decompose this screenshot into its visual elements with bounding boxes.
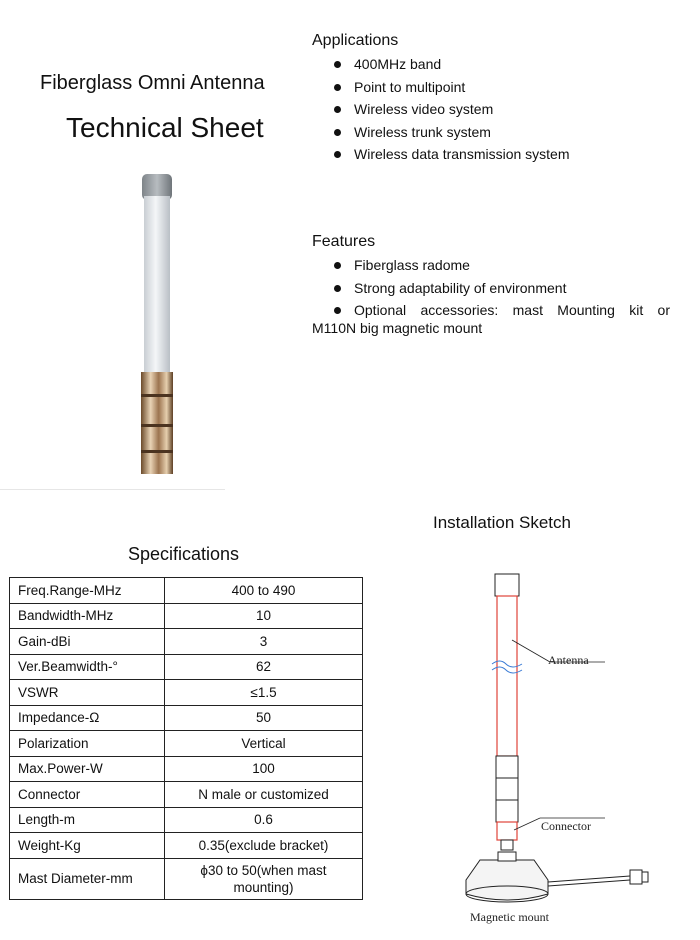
table-row xyxy=(10,629,363,655)
table-row xyxy=(10,654,363,680)
features-heading: Features xyxy=(312,233,376,250)
value-cell: 62 xyxy=(165,654,363,680)
value-cell: Vertical xyxy=(165,731,363,757)
chrome-base xyxy=(141,372,173,474)
list-item: Point to multipoint xyxy=(312,76,682,99)
sheet-title: Technical Sheet xyxy=(66,112,264,143)
radome-body xyxy=(144,196,170,374)
param-cell: Ver.Beamwidth-° xyxy=(10,654,165,680)
sketch-antenna-body xyxy=(497,596,517,756)
label-connector: Connector xyxy=(541,819,591,833)
list-item: Wireless data transmission system xyxy=(312,143,682,166)
table-row xyxy=(10,756,363,782)
value-cell: 400 to 490 xyxy=(165,578,363,604)
value-cell: 10 xyxy=(165,603,363,629)
param-cell: Length-m xyxy=(10,807,165,833)
table-row xyxy=(10,858,363,899)
specifications-title: Specifications xyxy=(128,544,240,564)
list-item: 400MHz band xyxy=(312,53,682,76)
table-row xyxy=(10,603,363,629)
product-title: Fiberglass Omni Antenna xyxy=(40,72,265,94)
value-cell: 0.6 xyxy=(165,807,363,833)
sketch-magnetic-mount xyxy=(466,860,548,900)
value-cell: ≤1.5 xyxy=(165,680,363,706)
param-cell: VSWR xyxy=(10,680,165,706)
sketch-base-section xyxy=(496,778,518,800)
table-row xyxy=(10,833,363,859)
label-antenna: Antenna xyxy=(548,653,589,667)
value-cell: ϕ30 to 50(when mast mounting) xyxy=(165,858,363,899)
param-cell: Mast Diameter-mm xyxy=(10,858,165,899)
table-row xyxy=(10,680,363,706)
value-cell: 50 xyxy=(165,705,363,731)
param-cell: Polarization xyxy=(10,731,165,757)
list-item: Optional accessories: mast Mounting kit or xyxy=(312,299,670,322)
param-cell: Freq.Range-MHz xyxy=(10,578,165,604)
section-divider xyxy=(0,489,225,490)
table-row xyxy=(10,578,363,604)
param-cell: Weight-Kg xyxy=(10,833,165,859)
table-row xyxy=(10,807,363,833)
list-item: Fiberglass radome xyxy=(312,254,670,277)
value-cell: 3 xyxy=(165,629,363,655)
param-cell: Connector xyxy=(10,782,165,808)
param-cell: Bandwidth-MHz xyxy=(10,603,165,629)
value-cell: 0.35(exclude bracket) xyxy=(165,833,363,859)
list-item: Strong adaptability of environment xyxy=(312,277,670,300)
list-item: Wireless trunk system xyxy=(312,121,682,144)
applications-list xyxy=(312,53,682,166)
param-cell: Max.Power-W xyxy=(10,756,165,782)
applications-heading: Applications xyxy=(312,32,399,49)
table-row xyxy=(10,782,363,808)
table-row xyxy=(10,731,363,757)
param-cell: Impedance-Ω xyxy=(10,705,165,731)
sketch-base-section xyxy=(496,800,518,822)
sketch-cap xyxy=(495,574,519,596)
sketch-title: Installation Sketch xyxy=(433,513,571,532)
label-magnetic-mount: Magnetic mount xyxy=(470,910,549,924)
value-cell: 100 xyxy=(165,756,363,782)
antenna-photo xyxy=(128,168,188,480)
list-item: Wireless video system xyxy=(312,98,682,121)
features-continuation: M110N big magnetic mount xyxy=(312,320,483,336)
value-cell: N male or customized xyxy=(165,782,363,808)
table-row xyxy=(10,705,363,731)
specifications-table xyxy=(9,577,363,900)
installation-sketch xyxy=(440,560,690,930)
param-cell: Gain-dBi xyxy=(10,629,165,655)
features-list xyxy=(312,254,670,322)
sketch-base-section xyxy=(496,756,518,778)
sketch-connector xyxy=(497,822,517,840)
